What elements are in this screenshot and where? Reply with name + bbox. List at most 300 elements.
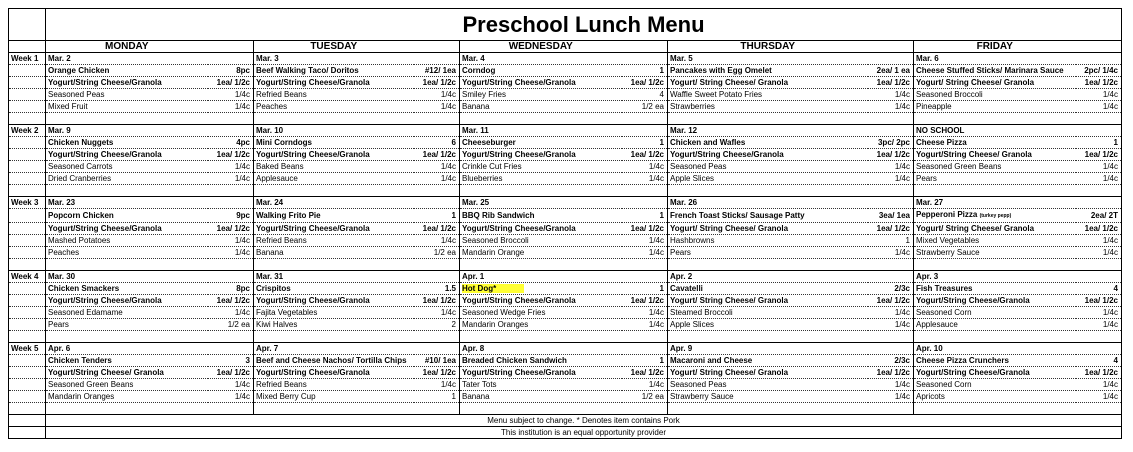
menu-item-quantity: 3ea/ 1ea — [868, 209, 914, 223]
menu-item-quantity: 4 — [1076, 355, 1122, 367]
menu-item-name: Refried Beans — [256, 90, 307, 99]
menu-item — [46, 223, 208, 235]
menu-item-quantity: 1ea/ 1/2c — [868, 223, 914, 235]
menu-item-row — [9, 65, 1122, 77]
menu-item — [668, 223, 868, 235]
menu-item-name: Hashbrowns — [670, 236, 715, 245]
menu-item-name: Refried Beans — [256, 380, 307, 389]
menu-item-name: Corndog — [462, 66, 496, 75]
menu-item-quantity: 1/4c — [208, 235, 254, 247]
menu-item — [460, 209, 622, 223]
menu-item-name: Steamed Broccoli — [670, 308, 733, 317]
menu-item — [914, 283, 1076, 295]
menu-item — [254, 295, 414, 307]
menu-item — [914, 379, 1076, 391]
menu-item-quantity: 1 — [868, 235, 914, 247]
menu-item-name: Tater Tots — [462, 380, 497, 389]
menu-item — [914, 77, 1076, 89]
menu-item-name: Yogurt/ String Cheese/ Granola — [916, 224, 1035, 233]
menu-item — [460, 149, 622, 161]
menu-item-quantity: 1/4c — [1076, 379, 1122, 391]
menu-item-quantity: 1ea/ 1/2c — [414, 367, 460, 379]
menu-item — [668, 89, 868, 101]
menu-item-quantity: 1/4c — [1076, 101, 1122, 113]
menu-item-name: Cheese Pizza — [916, 138, 967, 147]
menu-item-quantity: 1/4c — [622, 319, 668, 331]
week-label: Week 4 — [9, 271, 46, 283]
menu-item-quantity: 3pc/ 2pc — [868, 137, 914, 149]
menu-item-row — [9, 223, 1122, 235]
menu-item-quantity: 1ea/ 1/2c — [622, 77, 668, 89]
menu-item-quantity: #12/ 1ea — [414, 65, 460, 77]
menu-item-quantity: 1/4c — [1076, 173, 1122, 185]
menu-item-name: Baked Beans — [256, 162, 304, 171]
menu-item — [668, 379, 868, 391]
menu-item-name: Seasoned Carrots — [48, 162, 113, 171]
menu-item — [46, 137, 208, 149]
menu-item-quantity: 1/4c — [414, 307, 460, 319]
menu-item-name: Cheeseburger — [462, 138, 516, 147]
menu-item — [914, 367, 1076, 379]
menu-item — [668, 173, 868, 185]
menu-item-row — [9, 355, 1122, 367]
menu-item-name: Seasoned Edamame — [48, 308, 123, 317]
day-date: Apr. 9 — [668, 343, 868, 355]
menu-item-quantity: 1ea/ 1/2c — [414, 223, 460, 235]
week-spacer-row — [9, 403, 1122, 415]
menu-item-name: Pepperoni Pizza — [916, 210, 978, 219]
menu-item-name: Blueberries — [462, 174, 503, 183]
menu-item — [914, 391, 1076, 403]
menu-item-quantity: 1/4c — [208, 247, 254, 259]
menu-item-name: Yogurt/ String Cheese/ Granola — [670, 296, 789, 305]
menu-item-name: Yogurt/String Cheese/ Granola — [916, 150, 1032, 159]
menu-item-name: BBQ Rib Sandwich — [462, 211, 535, 220]
menu-item-name: Smiley Fries — [462, 90, 507, 99]
menu-item-quantity: 1/4c — [208, 307, 254, 319]
menu-item-quantity: 1/4c — [622, 247, 668, 259]
menu-item-name: Mixed Fruit — [48, 102, 88, 111]
menu-item-name: Strawberries — [670, 102, 715, 111]
menu-item-name: Seasoned Corn — [916, 308, 972, 317]
menu-item-name: Hot Dog* — [462, 284, 524, 293]
lunch-menu-table — [8, 8, 1122, 439]
menu-item — [460, 137, 622, 149]
week-spacer-row — [9, 259, 1122, 271]
menu-item-name: Yogurt/String Cheese/Granola — [916, 296, 1030, 305]
menu-item-name: Yogurt/String Cheese/Granola — [462, 224, 576, 233]
menu-item-quantity: 1ea/ 1/2c — [622, 223, 668, 235]
menu-item-name: Dried Cranberries — [48, 174, 112, 183]
menu-item-quantity: 1/4c — [208, 379, 254, 391]
menu-item — [914, 89, 1076, 101]
day-header-thursday: THURSDAY — [668, 41, 868, 53]
menu-item — [46, 379, 208, 391]
menu-item-name: Apple Slices — [670, 320, 715, 329]
menu-item — [46, 355, 208, 367]
menu-item-name: Mixed Vegetables — [916, 236, 980, 245]
menu-item-name: Seasoned Peas — [670, 162, 727, 171]
menu-item-name: Yogurt/ String Cheese/ Granola — [670, 224, 789, 233]
menu-item — [46, 77, 208, 89]
menu-item-quantity: 1 — [622, 65, 668, 77]
menu-item-quantity: 1ea/ 1/2c — [868, 367, 914, 379]
menu-item-name: Yogurt/String Cheese/ Granola — [48, 368, 164, 377]
menu-item — [46, 65, 208, 77]
menu-item-name: Yogurt/String Cheese/Granola — [462, 296, 576, 305]
day-date: Apr. 10 — [914, 343, 1076, 355]
menu-item-quantity: 1/4c — [622, 307, 668, 319]
menu-item-quantity: 1/4c — [622, 235, 668, 247]
menu-item-name: Applesauce — [256, 174, 298, 183]
day-date: Mar. 3 — [254, 53, 414, 65]
menu-item-name: Yogurt/String Cheese/Granola — [462, 368, 576, 377]
menu-item-row — [9, 101, 1122, 113]
menu-item-name: Pears — [670, 248, 691, 257]
menu-item — [254, 161, 414, 173]
menu-item-quantity: 1/2 ea — [208, 319, 254, 331]
menu-item — [46, 173, 208, 185]
menu-item — [254, 379, 414, 391]
menu-item-quantity: 1/4c — [414, 161, 460, 173]
menu-item-quantity: 1/4c — [868, 173, 914, 185]
menu-item — [914, 355, 1076, 367]
menu-item-row — [9, 89, 1122, 101]
menu-item — [46, 235, 208, 247]
menu-item — [914, 307, 1076, 319]
menu-item — [668, 319, 868, 331]
menu-item-name: Yogurt/ String Cheese/ Granola — [916, 78, 1035, 87]
menu-item — [668, 307, 868, 319]
menu-item-name: Seasoned Broccoli — [462, 236, 529, 245]
menu-item-name: Walking Frito Pie — [256, 211, 321, 220]
week-label: Week 1 — [9, 53, 46, 65]
menu-item — [914, 65, 1076, 77]
menu-item-quantity: 1/4c — [414, 173, 460, 185]
menu-item-name: Chicken Nuggets — [48, 138, 114, 147]
menu-item — [254, 101, 414, 113]
menu-item-quantity: 1/2 ea — [414, 247, 460, 259]
menu-item — [460, 173, 622, 185]
menu-item-row — [9, 283, 1122, 295]
menu-item-name: Pancakes with Egg Omelet — [670, 66, 772, 75]
menu-item-name: Cheese Stuffed Sticks/ Marinara Sauce — [916, 66, 1064, 75]
menu-item-quantity: 1/4c — [868, 161, 914, 173]
menu-item-quantity: 1ea/ 1/2c — [622, 295, 668, 307]
menu-item-name: Seasoned Broccoli — [916, 90, 983, 99]
menu-item-quantity: 1ea/ 1/2c — [208, 223, 254, 235]
menu-item-quantity: 1ea/ 1/2c — [868, 295, 914, 307]
menu-item-quantity: 1 — [414, 391, 460, 403]
day-date: Mar. 23 — [46, 197, 208, 209]
menu-item-name: Mixed Berry Cup — [256, 392, 316, 401]
menu-item — [914, 101, 1076, 113]
menu-item-name: Mandarin Oranges — [48, 392, 115, 401]
menu-item-name: Seasoned Wedge Fries — [462, 308, 546, 317]
day-date: Mar. 30 — [46, 271, 208, 283]
menu-item-row — [9, 209, 1122, 223]
menu-item-quantity: 1/4c — [1076, 307, 1122, 319]
menu-item — [254, 223, 414, 235]
menu-item-quantity: 1ea/ 1/2c — [208, 367, 254, 379]
menu-item — [254, 173, 414, 185]
menu-item — [46, 247, 208, 259]
menu-item — [460, 101, 622, 113]
menu-item — [254, 355, 414, 367]
menu-item — [460, 77, 622, 89]
menu-item — [914, 247, 1076, 259]
menu-item-name: Yogurt/ String Cheese/ Granola — [670, 78, 789, 87]
menu-item-name: Pears — [48, 320, 69, 329]
menu-item — [460, 367, 622, 379]
menu-item — [460, 223, 622, 235]
menu-item-quantity: 6 — [414, 137, 460, 149]
week-date-row — [9, 271, 1122, 283]
menu-item-quantity: 1 — [622, 355, 668, 367]
menu-item-quantity: 1ea/ 1/2c — [1076, 77, 1122, 89]
menu-item-row — [9, 77, 1122, 89]
menu-item — [460, 89, 622, 101]
menu-item-name: Macaroni and Cheese — [670, 356, 753, 365]
menu-item-name: Yogurt/String Cheese/Granola — [48, 224, 162, 233]
menu-item-name: Seasoned Green Beans — [916, 162, 1002, 171]
menu-item — [460, 247, 622, 259]
menu-item — [254, 77, 414, 89]
menu-item — [254, 137, 414, 149]
menu-item — [460, 295, 622, 307]
menu-item-quantity: 1ea/ 1/2c — [868, 77, 914, 89]
day-date: Apr. 8 — [460, 343, 622, 355]
menu-item — [254, 89, 414, 101]
day-date: Apr. 6 — [46, 343, 208, 355]
menu-item — [254, 149, 414, 161]
menu-item-quantity: 1ea/ 1/2c — [868, 149, 914, 161]
menu-item-name: Chicken and Wafles — [670, 138, 746, 147]
menu-item-quantity: 2/3c — [868, 283, 914, 295]
week-spacer-row — [9, 185, 1122, 197]
menu-item-quantity: 1/4c — [1076, 235, 1122, 247]
menu-item-quantity: 1/4c — [208, 161, 254, 173]
menu-item-name: Orange Chicken — [48, 66, 110, 75]
menu-item-quantity: 1/4c — [1076, 391, 1122, 403]
menu-item-name: Seasoned Corn — [916, 380, 972, 389]
week-date-row — [9, 197, 1122, 209]
menu-item — [668, 355, 868, 367]
day-date: Mar. 2 — [46, 53, 208, 65]
menu-item-quantity: 1/4c — [868, 379, 914, 391]
week-spacer-row — [9, 113, 1122, 125]
menu-item-quantity: 2ea/ 1 ea — [868, 65, 914, 77]
menu-item-quantity: 3 — [208, 355, 254, 367]
menu-item-name: Beef and Cheese Nachos/ Tortilla Chips — [256, 356, 407, 365]
menu-item — [914, 209, 1076, 223]
menu-item — [46, 307, 208, 319]
menu-item-name: Peaches — [256, 102, 288, 111]
menu-item — [46, 161, 208, 173]
menu-item — [460, 379, 622, 391]
menu-item-name: Cheese Pizza Crunchers — [916, 356, 1009, 365]
menu-item-name: Yogurt/String Cheese/Granola — [916, 368, 1030, 377]
menu-item — [668, 367, 868, 379]
equal-opportunity-statement: This institution is an equal opportunity provider — [46, 427, 1122, 439]
menu-item-quantity: 1/4c — [868, 247, 914, 259]
menu-item-quantity: 1 — [1076, 137, 1122, 149]
menu-item-quantity: 1/4c — [1076, 161, 1122, 173]
menu-item-quantity: 1/4c — [1076, 89, 1122, 101]
menu-item — [460, 65, 622, 77]
menu-item-row — [9, 391, 1122, 403]
menu-item — [46, 209, 208, 223]
menu-item-quantity: 1/4c — [1076, 319, 1122, 331]
menu-item-quantity: 1ea/ 1/2c — [208, 149, 254, 161]
day-header-wednesday: WEDNESDAY — [460, 41, 622, 53]
menu-item-quantity: 1/4c — [208, 391, 254, 403]
menu-item — [914, 235, 1076, 247]
menu-item-row — [9, 137, 1122, 149]
day-date: Apr. 1 — [460, 271, 622, 283]
menu-item-name: Apricots — [916, 392, 945, 401]
menu-item-row — [9, 247, 1122, 259]
menu-item-name: Pineapple — [916, 102, 952, 111]
menu-item-quantity: 1/4c — [622, 161, 668, 173]
menu-item-name: Beef Walking Taco/ Doritos — [256, 66, 359, 75]
menu-item-name: Fish Treasures — [916, 284, 973, 293]
menu-item-quantity: 2 — [414, 319, 460, 331]
menu-item-name: Crispitos — [256, 284, 291, 293]
week-label: Week 2 — [9, 125, 46, 137]
menu-item-name: Fajita Vegetables — [256, 308, 318, 317]
menu-item-name: Mini Corndogs — [256, 138, 312, 147]
day-date: Mar. 6 — [914, 53, 1076, 65]
menu-item-name: Kiwi Halves — [256, 320, 298, 329]
menu-item-quantity: 1ea/ 1/2c — [1076, 367, 1122, 379]
menu-item — [46, 367, 208, 379]
menu-item — [46, 319, 208, 331]
menu-item-quantity: 4 — [622, 89, 668, 101]
menu-item-name: Yogurt/String Cheese/Granola — [670, 150, 784, 159]
menu-item — [914, 149, 1076, 161]
menu-item-row — [9, 319, 1122, 331]
menu-item-quantity: 1/4c — [868, 89, 914, 101]
menu-item-quantity: 1/4c — [622, 379, 668, 391]
menu-item — [254, 319, 414, 331]
menu-item-name: Chicken Smackers — [48, 284, 120, 293]
menu-item — [254, 367, 414, 379]
menu-item-name: Yogurt/String Cheese/Granola — [256, 78, 370, 87]
day-date: Mar. 11 — [460, 125, 622, 137]
menu-item-name: Yogurt/String Cheese/Granola — [256, 368, 370, 377]
menu-item-note: (turkey pepp) — [979, 213, 1012, 219]
day-date: Mar. 27 — [914, 197, 1076, 209]
day-date: Mar. 31 — [254, 271, 414, 283]
menu-item-name: Mashed Potatoes — [48, 236, 111, 245]
day-date: Mar. 4 — [460, 53, 622, 65]
week-label: Week 3 — [9, 197, 46, 209]
menu-item — [254, 391, 414, 403]
menu-item-quantity: 1 — [622, 283, 668, 295]
week-spacer-row — [9, 331, 1122, 343]
menu-item-quantity: 1/4c — [414, 101, 460, 113]
menu-item-quantity: 4pc — [208, 137, 254, 149]
day-date: Apr. 2 — [668, 271, 868, 283]
menu-item-quantity: 1 — [622, 209, 668, 223]
menu-item-name: Crinkle Cut Fries — [462, 162, 522, 171]
day-date: Apr. 3 — [914, 271, 1076, 283]
menu-item-quantity: 1ea/ 1/2c — [1076, 295, 1122, 307]
menu-item — [46, 101, 208, 113]
week-label: Week 5 — [9, 343, 46, 355]
menu-item — [668, 295, 868, 307]
menu-item-name: Yogurt/ String Cheese/ Granola — [670, 368, 789, 377]
menu-item-name: Yogurt/String Cheese/Granola — [48, 78, 162, 87]
menu-item-name: Yogurt/String Cheese/Granola — [462, 78, 576, 87]
menu-item — [668, 391, 868, 403]
menu-item-name: Yogurt/String Cheese/Granola — [462, 150, 576, 159]
menu-item — [254, 283, 414, 295]
page-title: Preschool Lunch Menu — [46, 9, 1122, 41]
menu-item — [254, 307, 414, 319]
menu-item — [668, 209, 868, 223]
menu-item — [254, 247, 414, 259]
menu-item-quantity: 1ea/ 1/2c — [1076, 149, 1122, 161]
menu-item — [668, 137, 868, 149]
menu-item-quantity: 8pc — [208, 283, 254, 295]
menu-item — [254, 209, 414, 223]
day-date: Mar. 5 — [668, 53, 868, 65]
menu-item-quantity: 1ea/ 1/2c — [208, 295, 254, 307]
menu-item-name: Yogurt/String Cheese/Granola — [256, 296, 370, 305]
menu-item-quantity: 1/4c — [622, 173, 668, 185]
menu-item-row — [9, 149, 1122, 161]
menu-item-quantity: 1 — [414, 209, 460, 223]
menu-item — [254, 65, 414, 77]
menu-item-name: Yogurt/String Cheese/Granola — [48, 150, 162, 159]
menu-item-quantity: 1/4c — [414, 379, 460, 391]
menu-item-quantity: 1/4c — [868, 101, 914, 113]
menu-item — [46, 89, 208, 101]
menu-item-name: Seasoned Peas — [48, 90, 105, 99]
menu-item-row — [9, 379, 1122, 391]
menu-item — [460, 319, 622, 331]
menu-item — [46, 391, 208, 403]
menu-item-name: Refried Beans — [256, 236, 307, 245]
menu-item-quantity: 1/2 ea — [622, 391, 668, 403]
menu-item-quantity: 1/4c — [868, 391, 914, 403]
menu-item-quantity: 4 — [1076, 283, 1122, 295]
menu-item-name: Popcorn Chicken — [48, 211, 114, 220]
menu-item-quantity: 1/4c — [208, 101, 254, 113]
menu-item — [668, 235, 868, 247]
menu-item-row — [9, 173, 1122, 185]
menu-item-quantity: 1 — [622, 137, 668, 149]
menu-item-row — [9, 367, 1122, 379]
day-date: Mar. 12 — [668, 125, 868, 137]
menu-item-quantity: 1ea/ 1/2c — [414, 149, 460, 161]
menu-item-quantity: 2pc/ 1/4c — [1076, 65, 1122, 77]
menu-item-name: Seasoned Green Beans — [48, 380, 134, 389]
menu-item — [914, 173, 1076, 185]
menu-item-name: Cavatelli — [670, 284, 703, 293]
menu-item — [668, 247, 868, 259]
day-date: Apr. 7 — [254, 343, 414, 355]
menu-item-quantity: 1ea/ 1/2c — [208, 77, 254, 89]
menu-item-name: Mandarin Oranges — [462, 320, 529, 329]
menu-item-name: Banana — [256, 248, 284, 257]
menu-item-quantity: 1/4c — [414, 89, 460, 101]
day-date: NO SCHOOL — [914, 125, 1076, 137]
menu-item-name: Apple Slices — [670, 174, 715, 183]
menu-item-quantity: 8pc — [208, 65, 254, 77]
